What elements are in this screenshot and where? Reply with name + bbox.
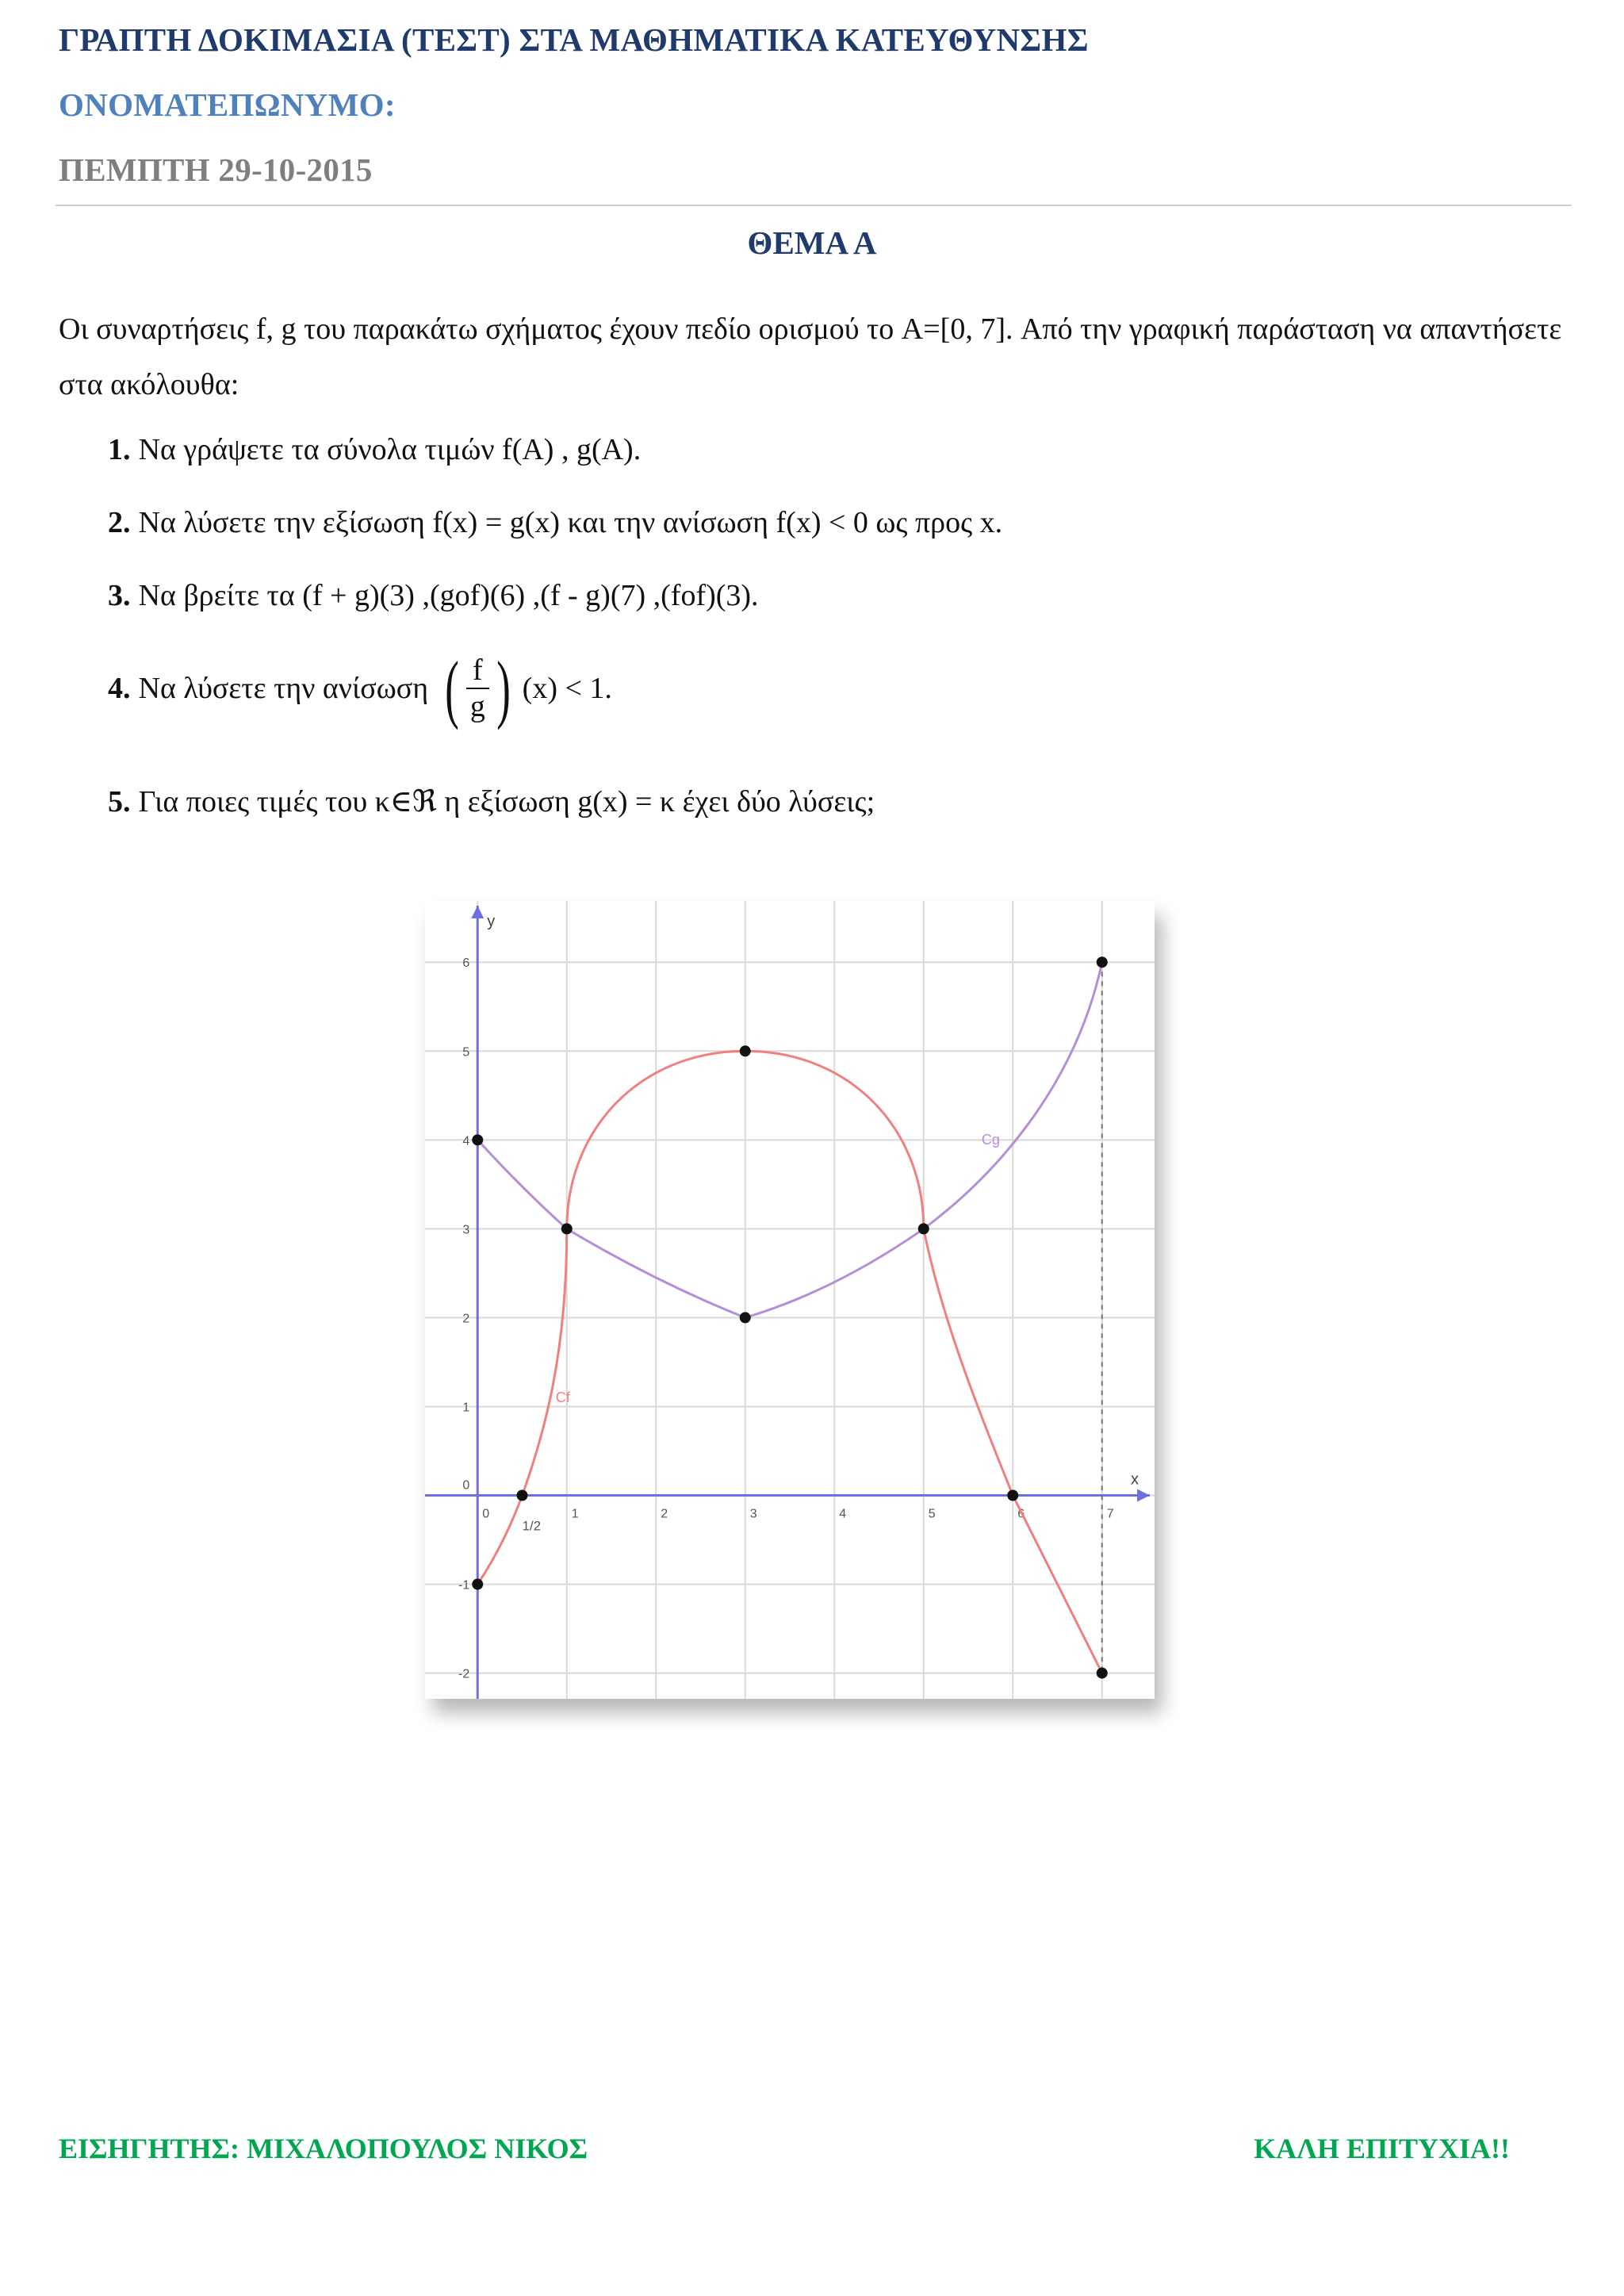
question-number: 3. (108, 579, 131, 612)
y-tick-label: 2 (462, 1312, 470, 1326)
x-tick-label: 5 (928, 1507, 936, 1521)
marked-point (472, 1579, 483, 1590)
marked-point (740, 1312, 751, 1323)
marked-point (1097, 956, 1108, 968)
marked-point (740, 1045, 751, 1056)
question-text: Να βρείτε τα (f + g)(3) ,(gof)(6) ,(f - g)(7) ,(fof)(3). (138, 579, 759, 612)
y-tick-label: 4 (462, 1134, 470, 1148)
function-graph (425, 901, 1155, 1699)
question-text: Για ποιες τιμές του κ∈ℜ η εξίσωση g(x) = κ έχει δύο λύσεις; (138, 785, 875, 818)
y-tick-label: -2 (458, 1667, 470, 1681)
student-name-label: ΟΝΟΜΑΤΕΠΩΝΥΜΟ: (59, 86, 396, 123)
question-number: 4. (108, 672, 131, 705)
section-title: ΘΕΜΑ Α (747, 224, 877, 261)
marked-point (561, 1223, 573, 1234)
x-tick-label: 7 (1106, 1507, 1114, 1521)
y-axis-label: y (487, 913, 496, 930)
question-number: 1. (108, 433, 131, 466)
question-text: Να λύσετε την ανίσωση (138, 672, 429, 705)
marked-point (517, 1490, 528, 1501)
x-tick-label: 6 (1017, 1507, 1025, 1521)
x-tick-label: 2 (661, 1507, 668, 1521)
marked-point (918, 1223, 929, 1234)
curve-cf-label: Cf (555, 1389, 570, 1405)
x-axis-label: x (1131, 1470, 1139, 1489)
question-number: 5. (108, 784, 131, 818)
x-tick-label: 3 (749, 1507, 757, 1521)
fraction-f-over-g (439, 646, 516, 730)
intro-paragraph: Οι συναρτήσεις f, g του παρακάτω σχήματος έχουν πεδίο ορισμού το A=[0, 7]. Από την γραφική παράσταση να απαντήσετε στα ακόλουθα: (59, 312, 1562, 401)
author-credit: ΕΙΣΗΓΗΤΗΣ: ΜΙΧΑΛΟΠΟΥΛΟΣ ΝΙΚΟΣ (59, 2133, 588, 2164)
x-tick-label: 4 (839, 1507, 847, 1521)
fraction-denominator: g (469, 690, 485, 723)
y-tick-label: 0 (462, 1478, 470, 1493)
curve-cg-label: Cg (981, 1131, 1000, 1148)
question-text: Να λύσετε την εξίσωση f(x) = g(x) και την ανίσωση f(x) < 0 ως προς x. (138, 506, 1003, 539)
x-tick-label: 1 (571, 1507, 579, 1521)
test-title: ΓΡΑΠΤΗ ΔΟΚΙΜΑΣΙΑ (ΤΕΣΤ) ΣΤΑ ΜΑΘΗΜΑΤΙΚΑ ΚΑΤΕΥΘΥΝΣΗΣ (59, 21, 1089, 58)
marked-point (472, 1134, 483, 1145)
y-tick-label: 6 (462, 956, 470, 971)
x-axis-arrow (1137, 1489, 1150, 1502)
fraction (466, 653, 489, 724)
curve-cf (477, 1051, 1102, 1673)
question-3 (108, 578, 759, 613)
y-tick-label: -1 (458, 1578, 470, 1593)
x-tick-label: 0 (482, 1507, 490, 1521)
marked-point (1097, 1668, 1108, 1679)
question-text: Να γράψετε τα σύνολα τιμών f(A) , g(A). (138, 433, 642, 466)
good-luck-message: ΚΑΛΗ ΕΠΙΤΥΧΙΑ!! (1254, 2133, 1510, 2164)
test-date: ΠΕΜΠΤΗ 29-10-2015 (59, 151, 373, 188)
y-tick-label: 3 (462, 1223, 470, 1237)
y-tick-label: 1 (462, 1401, 470, 1415)
question-1 (108, 432, 641, 467)
question-4 (108, 646, 612, 730)
fraction-numerator: f (466, 653, 489, 689)
question-number: 2. (108, 506, 131, 539)
y-axis-arrow (471, 906, 484, 918)
question-5 (108, 784, 875, 819)
marked-point (1007, 1490, 1018, 1501)
header-divider (56, 205, 1572, 206)
left-paren: ( (445, 646, 459, 730)
question-text-after: (x) < 1. (522, 672, 612, 705)
question-2 (108, 505, 1002, 540)
y-tick-label: 5 (462, 1045, 470, 1060)
right-paren: ) (496, 646, 511, 730)
graph-svg (425, 901, 1155, 1699)
x-extra-label: 1/2 (522, 1518, 542, 1534)
